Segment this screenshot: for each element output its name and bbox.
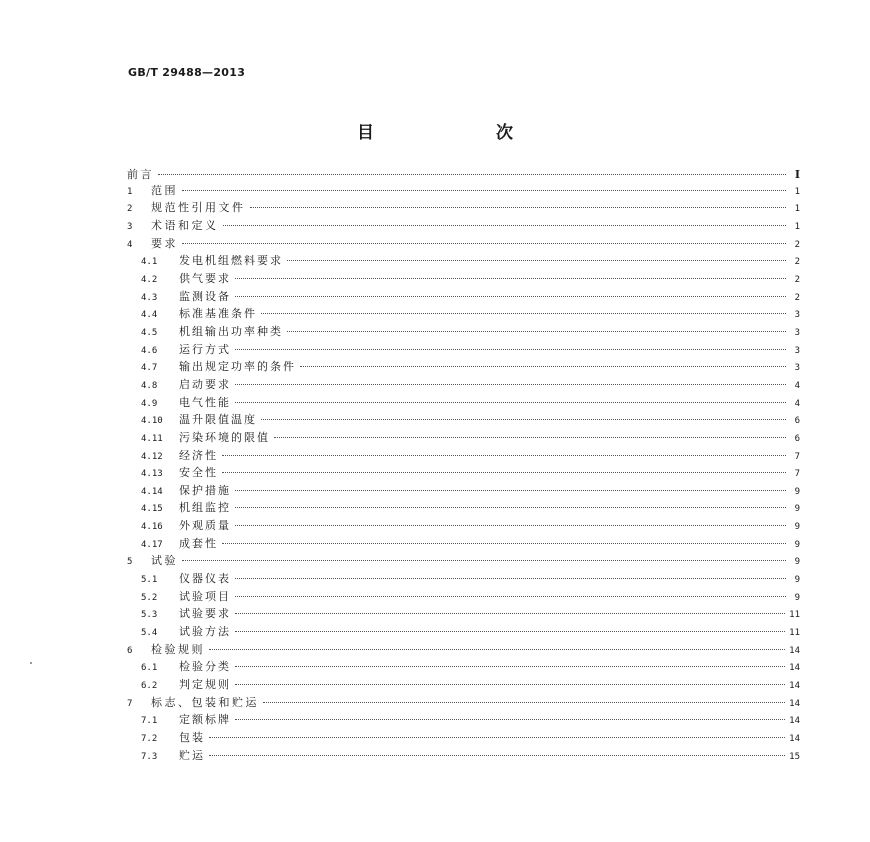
toc-dot-leader (287, 331, 786, 332)
toc-dot-leader (235, 490, 786, 491)
toc-subsection-entry[interactable] (127, 395, 800, 413)
toc-section-entry[interactable] (127, 218, 800, 236)
toc-dot-leader (182, 190, 786, 191)
toc-entry-page: 9 (794, 539, 800, 550)
page-title: 目 次 (357, 123, 571, 143)
toc-subsection-entry[interactable] (127, 659, 800, 677)
toc-entry-label: 术语和定义 (151, 218, 219, 232)
toc-entry-label: 安全性 (179, 466, 218, 480)
toc-subsection-entry[interactable] (127, 448, 800, 466)
toc-entry-number: 4.8 (141, 380, 158, 391)
toc-subsection-entry[interactable] (127, 536, 800, 554)
toc-subsection-entry[interactable] (127, 465, 800, 483)
toc-dot-leader (261, 419, 786, 420)
toc-entry-page: 3 (794, 327, 800, 338)
toc-entry-number: 4.1 (141, 257, 158, 268)
toc-entry-label: 检验规则 (151, 642, 205, 656)
toc-entry-page: 2 (794, 239, 800, 250)
toc-entry-page: 9 (794, 504, 800, 515)
toc-subsection-entry[interactable] (127, 289, 800, 307)
toc-section-entry[interactable] (127, 236, 800, 254)
toc-section-entry[interactable] (127, 183, 800, 201)
toc-entry-page: 1 (794, 221, 800, 232)
toc-subsection-entry[interactable] (127, 624, 800, 642)
toc-dot-leader (235, 596, 786, 597)
toc-entry-page: 4 (794, 398, 800, 409)
toc-entry-label: 贮运 (179, 748, 205, 762)
toc-section-entry[interactable] (127, 553, 800, 571)
toc-entry-number: 5.4 (141, 628, 158, 639)
toc-entry-label: 启动要求 (179, 377, 231, 391)
standard-code: GB/T 29488—2013 (128, 66, 246, 79)
toc-entry-label: 范围 (151, 183, 178, 197)
toc-dot-leader (235, 349, 786, 350)
toc-entry-page: I (794, 168, 800, 181)
toc-dot-leader (235, 384, 786, 385)
toc-entry-page: 6 (794, 433, 800, 444)
toc-entry-label: 经济性 (179, 448, 218, 462)
toc-entry-number: 4.6 (141, 345, 158, 356)
toc-entry-number: 7.2 (141, 734, 158, 744)
toc-entry-number: 4.13 (141, 469, 163, 480)
toc-entry-number: 1 (127, 186, 133, 197)
toc-subsection-entry[interactable] (127, 730, 800, 748)
toc-dot-leader (235, 278, 786, 279)
toc-dot-leader (235, 402, 786, 403)
toc-entry-number: 5.3 (141, 610, 158, 621)
toc-entry-label: 试验要求 (179, 607, 231, 621)
toc-entry-page: 9 (794, 592, 800, 603)
toc-entry-number: 4.10 (141, 416, 163, 427)
toc-entry-label: 运行方式 (179, 342, 231, 356)
toc-dot-leader (235, 613, 785, 614)
toc-entry-label: 标志、包装和贮运 (151, 695, 259, 709)
toc-entry-page: 9 (794, 486, 800, 497)
toc-entry-page: 2 (794, 274, 800, 285)
toc-section-entry[interactable] (127, 642, 800, 660)
toc-entry-label: 温升限值温度 (179, 413, 257, 427)
toc-entry-label: 机组监控 (179, 501, 231, 515)
toc-entry-page: 14 (789, 663, 800, 674)
toc-entry-number: 6.2 (141, 681, 158, 692)
toc-entry-label: 机组输出功率种类 (179, 324, 283, 338)
toc-entry-label: 成套性 (179, 536, 218, 550)
toc-entry-number: 4.4 (141, 310, 158, 321)
toc-subsection-entry[interactable] (127, 430, 800, 448)
toc-dot-leader (235, 525, 786, 526)
toc-subsection-entry[interactable] (127, 677, 800, 695)
toc-entry-label: 试验方法 (179, 625, 231, 639)
toc-subsection-entry[interactable] (127, 359, 800, 377)
toc-dot-leader (209, 755, 785, 756)
toc-entry-number: 6.1 (141, 663, 158, 674)
toc-entry-label: 供气要求 (179, 271, 231, 285)
toc-entry-label: 外观质量 (179, 519, 231, 533)
toc-entry-number: 4.7 (141, 363, 158, 374)
toc-dot-leader (300, 366, 786, 367)
toc-entry-page: 3 (794, 345, 800, 356)
toc-dot-leader (235, 684, 785, 685)
toc-dot-leader (235, 666, 785, 667)
toc-entry-label: 电气性能 (179, 395, 231, 409)
toc-entry-number: 4.12 (141, 451, 163, 462)
toc-entry-number: 7.3 (141, 751, 158, 762)
toc-entry-label: 前言 (127, 168, 154, 181)
toc-dot-leader (287, 260, 786, 261)
toc-dot-leader (182, 243, 786, 244)
toc-dot-leader (250, 207, 787, 208)
toc-entry-page: 9 (794, 557, 800, 568)
toc-entry-page: 3 (794, 310, 800, 321)
toc-entry-page: 7 (794, 451, 800, 462)
toc-entry-page: 15 (789, 751, 800, 762)
toc-entry-number: 7 (127, 698, 133, 709)
toc-dot-leader (235, 631, 785, 632)
toc-section-entry[interactable] (127, 200, 800, 218)
toc-entry-number: 4.9 (141, 398, 158, 409)
toc-entry-label: 判定规则 (179, 678, 231, 692)
toc-entry-page: 14 (789, 698, 800, 709)
toc-subsection-entry[interactable] (127, 606, 800, 624)
toc-entry-number: 5.1 (141, 575, 158, 586)
toc-subsection-entry[interactable] (127, 342, 800, 360)
toc-entry-number: 5 (127, 557, 133, 568)
toc-subsection-entry[interactable] (127, 253, 800, 271)
toc-entry-label: 要求 (151, 236, 178, 250)
toc-entry-page: 2 (794, 292, 800, 303)
toc-entry-page: 14 (789, 734, 800, 744)
toc-subsection-entry[interactable] (127, 518, 800, 536)
toc-entry-number: 4.17 (141, 539, 163, 550)
toc-dot-leader (222, 472, 786, 473)
toc-subsection-entry[interactable] (127, 483, 800, 501)
toc-dot-leader (182, 560, 786, 561)
toc-entry-label: 保护措施 (179, 483, 231, 497)
toc-entry-label: 标准基准条件 (179, 307, 257, 321)
toc-entry-page: 1 (794, 186, 800, 197)
toc-dot-leader (209, 737, 785, 738)
toc-section-entry[interactable] (127, 695, 800, 713)
toc-subsection-entry[interactable] (127, 589, 800, 607)
toc-entry-number: 4.3 (141, 292, 158, 303)
toc-entry-page: 14 (789, 645, 800, 656)
toc-entry-page: 3 (794, 363, 800, 374)
toc-subsection-entry[interactable] (127, 712, 800, 730)
toc-subsection-entry[interactable] (127, 306, 800, 324)
toc-entry-number: 4.2 (141, 274, 158, 285)
toc-entry-label: 定额标牌 (179, 713, 231, 727)
toc-dot-leader (235, 507, 786, 508)
toc-entry-page: 4 (794, 380, 800, 391)
toc-entry-page: 14 (789, 681, 800, 692)
toc-dot-leader (209, 649, 785, 650)
toc-entry-page: 1 (794, 204, 800, 215)
toc-entry-page: 2 (794, 257, 800, 268)
toc-dot-leader (222, 543, 786, 544)
toc-section-entry[interactable] (127, 167, 800, 183)
toc-entry-number: 4.16 (141, 522, 163, 533)
toc-entry-number: 4 (127, 239, 133, 250)
toc-subsection-entry[interactable] (127, 748, 800, 766)
toc-entry-number: 4.11 (141, 433, 163, 444)
toc-entry-label: 监测设备 (179, 289, 231, 303)
toc-dot-leader (235, 578, 786, 579)
toc-entry-page: 9 (794, 522, 800, 533)
toc-entry-number: 5.2 (141, 592, 158, 603)
toc-entry-number: 4.14 (141, 486, 163, 497)
toc-entry-number: 3 (127, 221, 133, 232)
toc-entry-number: 6 (127, 645, 133, 656)
toc-subsection-entry[interactable] (127, 571, 800, 589)
toc-entry-page: 14 (789, 716, 800, 727)
toc-entry-label: 输出规定功率的条件 (179, 360, 296, 374)
toc-subsection-entry[interactable] (127, 412, 800, 430)
toc-dot-leader (223, 225, 787, 226)
toc-entry-page: 6 (794, 416, 800, 427)
toc-entry-page: 9 (794, 575, 800, 586)
toc-entry-page: 11 (789, 628, 800, 639)
toc-entry-page: 7 (794, 469, 800, 480)
toc-subsection-entry[interactable] (127, 271, 800, 289)
toc-dot-leader (222, 455, 786, 456)
toc-subsection-entry[interactable] (127, 500, 800, 518)
toc-entry-label: 污染环境的限值 (179, 430, 270, 444)
toc-dot-leader (235, 296, 786, 297)
toc-entry-number: 7.1 (141, 716, 158, 727)
toc-subsection-entry[interactable] (127, 324, 800, 342)
toc-dot-leader (235, 719, 785, 720)
toc-dot-leader (263, 702, 785, 703)
toc-entry-number: 4.15 (141, 504, 163, 515)
toc-entry-number: 4.5 (141, 327, 158, 338)
toc-entry-label: 试验 (151, 554, 178, 568)
toc-dot-leader (274, 437, 786, 438)
toc-entry-number: 2 (127, 204, 133, 215)
toc-entry-label: 包装 (179, 731, 205, 744)
table-of-contents (127, 167, 800, 765)
toc-entry-label: 规范性引用文件 (151, 201, 246, 215)
toc-dot-leader (158, 174, 786, 175)
toc-dot-leader (261, 313, 786, 314)
toc-entry-label: 检验分类 (179, 660, 231, 674)
toc-entry-label: 仪器仪表 (179, 572, 231, 586)
toc-entry-label: 试验项目 (179, 589, 231, 603)
toc-entry-page: 11 (789, 610, 800, 621)
scan-speck (30, 662, 32, 664)
toc-entry-label: 发电机组燃料要求 (179, 254, 283, 268)
toc-subsection-entry[interactable] (127, 377, 800, 395)
